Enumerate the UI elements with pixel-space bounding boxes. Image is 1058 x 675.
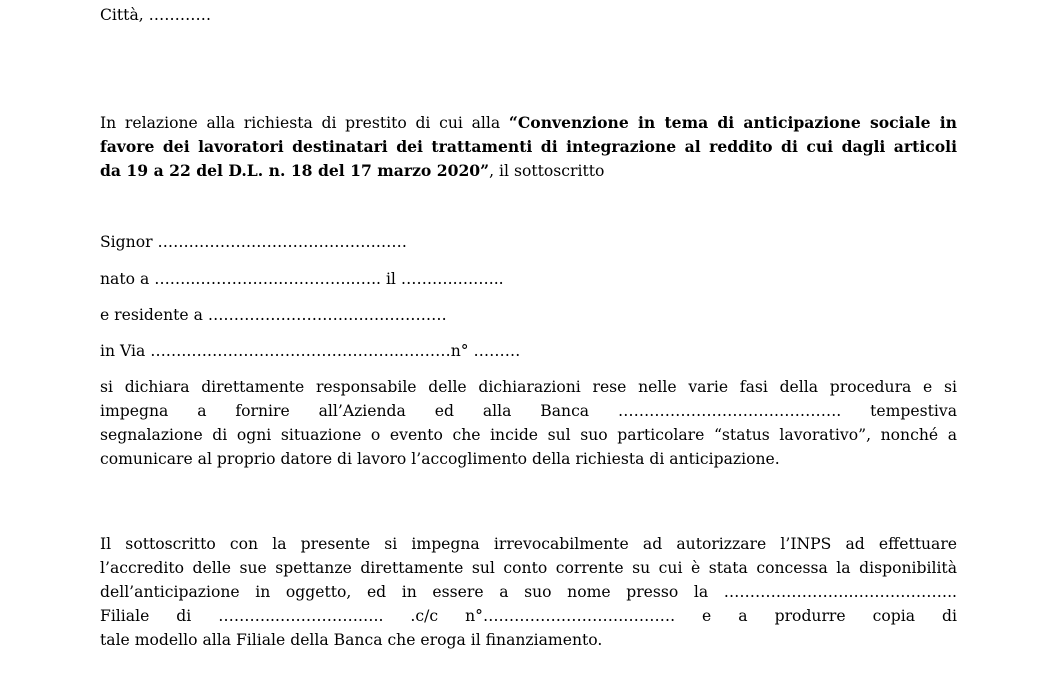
declaration-line-4: comunicare al proprio datore di lavoro l’accoglimento della richiesta di anticipazione. xyxy=(100,450,780,468)
authorization-line-4: Filiale di ………...……………….. .c/c n°………………………………. e a produrre copia di xyxy=(100,607,957,625)
field-signor: Signor ………………………………………… xyxy=(100,233,407,251)
field-nato-a: nato a ……..……………..…………..….. il ………..……... xyxy=(100,270,504,288)
intro-line-2-bold: favore dei lavoratori destinatari dei trattamenti di integrazione al reddito di cui dagli articoli xyxy=(100,137,957,156)
field-residente: e residente a ………………………….…………… xyxy=(100,306,447,324)
intro-line-3 xyxy=(100,159,604,183)
field-via: in Via ……..…………………………………..………n° ……… xyxy=(100,342,521,360)
authorization-line-3: dell’anticipazione in oggetto, ed in essere a suo nome presso la …………………….……………….. xyxy=(100,583,957,601)
authorization-line-1: Il sottoscritto con la presente si impegna irrevocabilmente ad autorizzare l’INPS ad effettuare xyxy=(100,535,957,553)
authorization-line-2: l’accredito delle sue spettanze direttamente sul conto corrente su cui è stata concessa la disponibilità xyxy=(100,559,957,577)
intro-line-2 xyxy=(100,135,957,159)
declaration-line-3: segnalazione di ogni situazione o evento che incide sul suo particolare “status lavorativo”, nonché a xyxy=(100,426,957,444)
intro-line-3-bold: da 19 a 22 del D.L. n. 18 del 17 marzo 2020” xyxy=(100,161,490,180)
intro-line-1-normal: In relazione alla richiesta di prestito di cui alla xyxy=(100,114,509,132)
authorization-line-5: tale modello alla Filiale della Banca che eroga il finanziamento. xyxy=(100,631,603,649)
intro-line-1 xyxy=(100,111,957,135)
intro-line-3-normal: , il sottoscritto xyxy=(489,162,605,180)
intro-line-1-bold: “Convenzione in tema di anticipazione sociale in xyxy=(508,113,957,132)
declaration-line-1: si dichiara direttamente responsabile delle dichiarazioni rese nelle varie fasi della procedura e si xyxy=(100,378,957,396)
declaration-line-2: impegna a fornire all’Azienda ed alla Banca ……………………………………. tempestiva xyxy=(100,402,957,420)
place-date-line: Città, ………… xyxy=(100,6,212,24)
